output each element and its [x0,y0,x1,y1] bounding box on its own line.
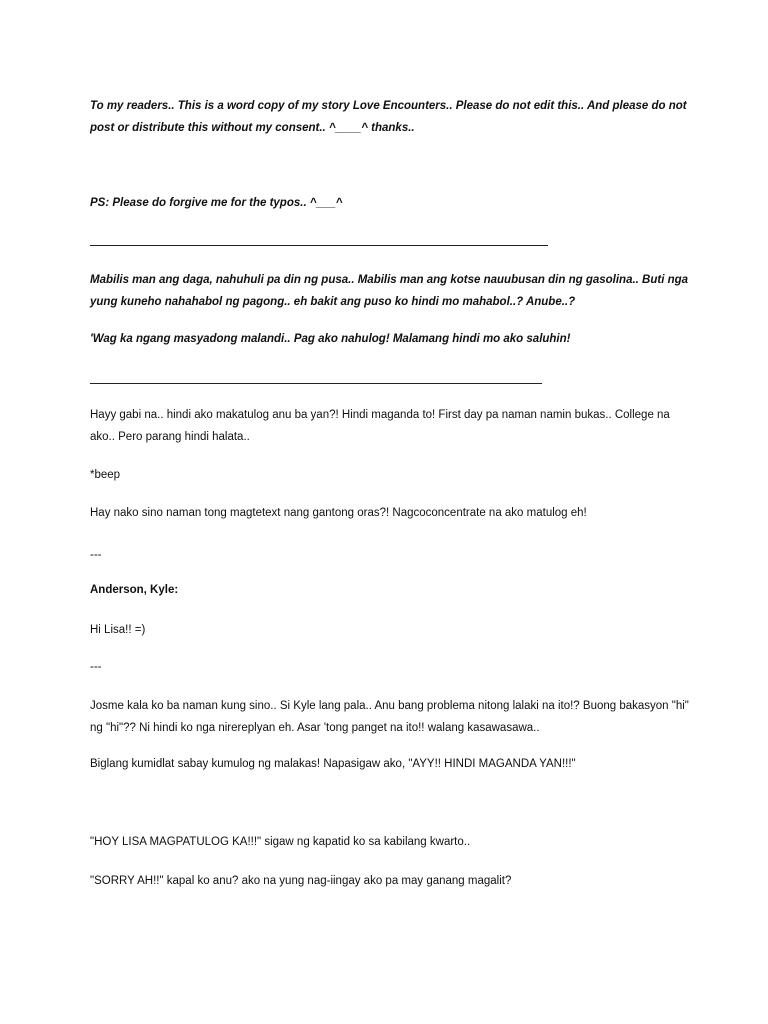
story-paragraph-5: "HOY LISA MAGPATULOG KA!!!" sigaw ng kapatid ko sa kabilang kwarto.. [90,836,471,848]
ps-note: PS: Please do forgive me for the typos.. ^___^ [90,197,343,209]
story-beep: *beep [90,469,121,481]
story-paragraph-4: Biglang kumidlat sabay kumulog ng malakas! Napasigaw ako, "AYY!! HINDI MAGANDA YAN!!!" [90,758,576,770]
separator-1: --- [90,549,102,561]
story-paragraph-1: Hayy gabi na.. hindi ako makatulog anu ba yan?! Hindi maganda to! First day pa naman namin bukas.. College na ako.. Pero parang hindi halata.. [90,409,670,443]
readers-note: To my readers.. This is a word copy of my story Love Encounters.. Please do not edit this.. And please do not post or distribute this without my consent.. ^____^ thanks.. [90,100,687,134]
story-paragraph-3: Josme kala ko ba naman kung sino.. Si Kyle lang pala.. Anu bang problema nitong lalaki na ito!? Buong bakasyon "hi" ng "hi"?? Ni hindi ko nga nirereplyan eh. Asar 'tong panget na ito!! walang kasawasawa.. [90,700,689,734]
divider-line-1 [90,245,548,246]
quote-1: Mabilis man ang daga, nahuhuli pa din ng pusa.. Mabilis man ang kotse nauubusan din ng gasolina.. Buti nga yung kuneho nahahabol ng pagong.. eh bakit ang puso ko hindi mo mahabol..? Anube..? [90,274,689,308]
story-paragraph-6: "SORRY AH!!" kapal ko anu? ako na yung nag-iingay ako pa may ganang magalit? [90,875,512,887]
story-paragraph-2: Hay nako sino naman tong magtetext nang gantong oras?! Nagcoconcentrate na ako matulog eh! [90,507,587,519]
quote-2: 'Wag ka ngang masyadong malandi.. Pag ako nahulog! Malamang hindi mo ako saluhin! [90,333,571,345]
message-text: Hi Lisa!! =) [90,624,146,636]
separator-2: --- [90,661,102,673]
divider-line-2 [90,383,542,384]
message-sender: Anderson, Kyle: [90,584,179,596]
